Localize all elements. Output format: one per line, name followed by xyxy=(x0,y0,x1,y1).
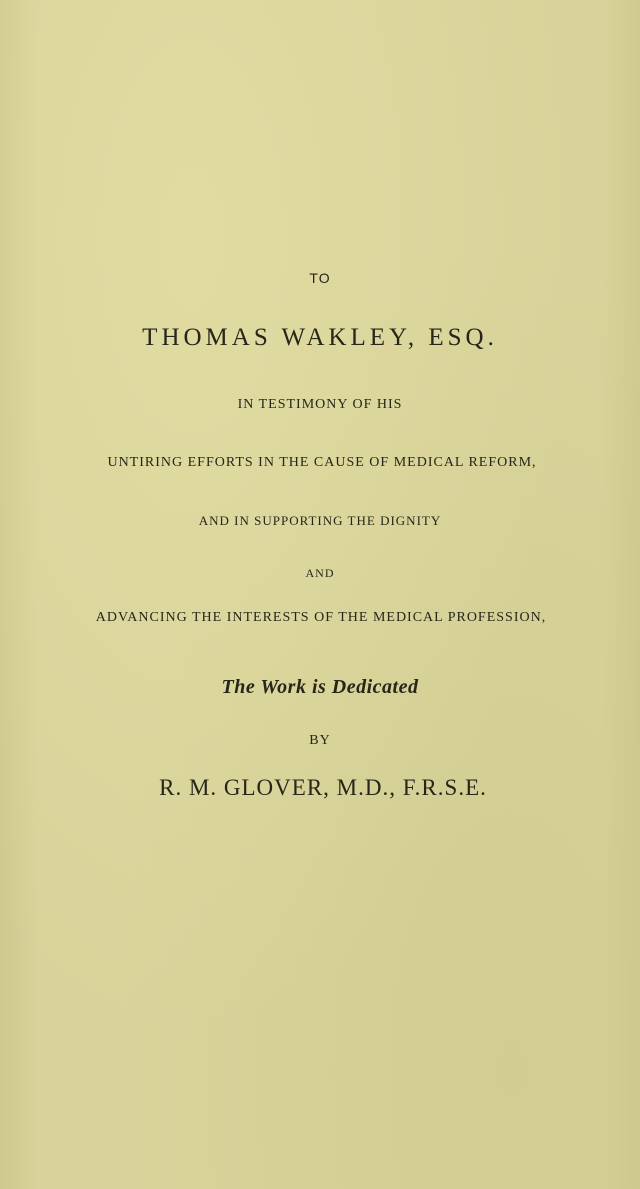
by-line: BY xyxy=(309,733,331,748)
dignity-line: AND IN SUPPORTING THE DIGNITY xyxy=(198,513,442,528)
author-name: R. M. GLOVER, M.D., F.R.S.E. xyxy=(159,775,487,800)
and-line: AND xyxy=(305,566,335,580)
dedicated-line: The Work is Dedicated xyxy=(221,676,419,698)
advancing-line: ADVANCING THE INTERESTS OF THE MEDICAL PROFESSION, xyxy=(95,610,547,625)
efforts-line: UNTIRING EFFORTS IN THE CAUSE OF MEDICAL REFORM, xyxy=(107,455,537,470)
dedication-to: TO xyxy=(309,270,331,286)
testimony-line: IN TESTIMONY OF HIS xyxy=(237,397,403,412)
dedicatee-name: THOMAS WAKLEY, ESQ. xyxy=(142,324,498,351)
